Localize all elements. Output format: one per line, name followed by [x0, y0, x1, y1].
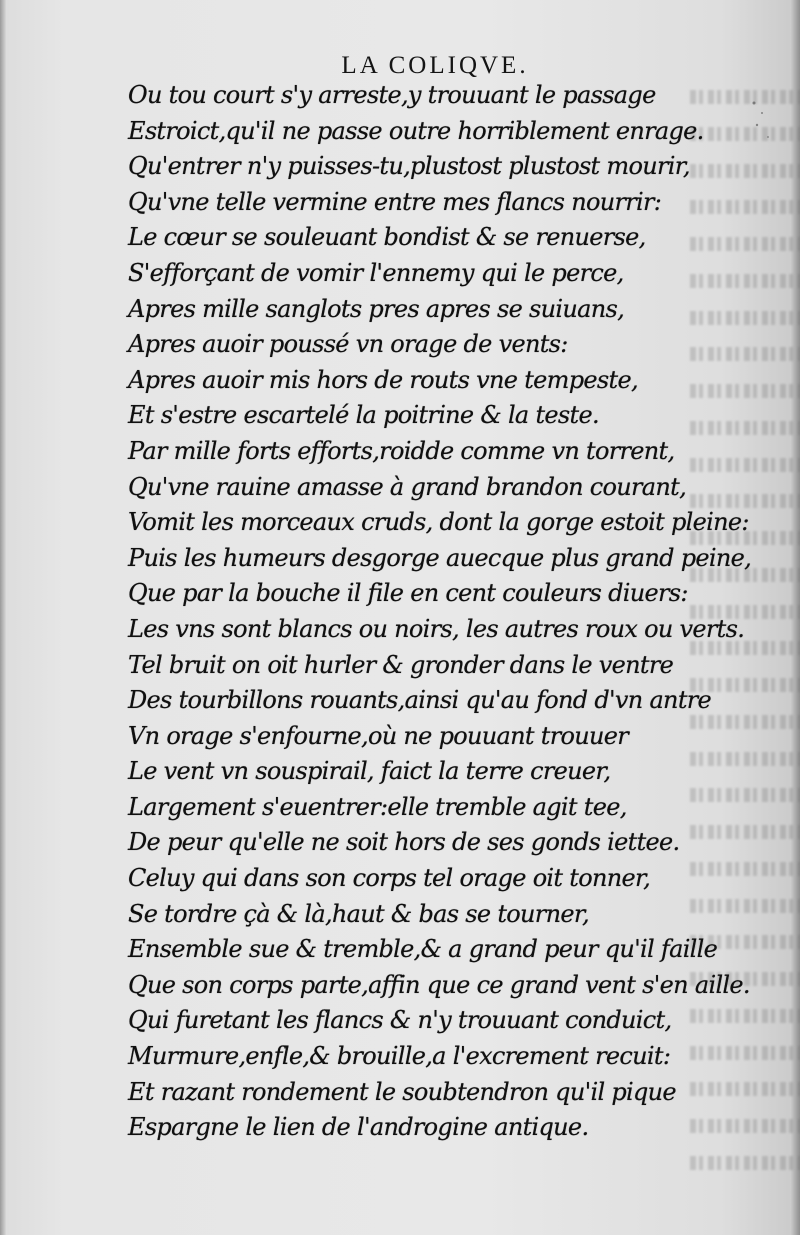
verse-line: Le vent vn souspirail, faict la terre creuer,	[128, 757, 611, 786]
verse-line: S'efforçant de vomir l'ennemy qui le perce,	[128, 258, 624, 287]
verse-line: Ensemble sue & tremble,& a grand peur qu'il faille	[128, 935, 718, 964]
verse-line: Qu'entrer n'y puisses-tu,plustost plustost mourir,	[128, 152, 690, 181]
verse-line: Espargne le lien de l'androgine antique.	[128, 1113, 589, 1142]
verse-line: Puis les humeurs desgorge auecque plus grand peine,	[128, 543, 752, 572]
verse-line: Vn orage s'enfourne,où ne pouuant trouuer	[128, 721, 629, 750]
verse-line: Par mille forts efforts,roidde comme vn torrent,	[128, 436, 675, 465]
verse-line: Apres mille sanglots pres apres se suiuans,	[128, 294, 625, 323]
margin-specks	[748, 95, 778, 155]
verse-line: Des tourbillons rouants,ainsi qu'au fond d'vn antre	[128, 686, 712, 715]
verse-line: Se tordre çà & là,haut & bas se tourner,	[128, 899, 589, 928]
verse-line: Apres auoir poussé vn orage de vents:	[128, 330, 568, 359]
verse-line: Qu'vne telle vermine entre mes flancs nourrir:	[128, 187, 662, 216]
verse-line: Les vns sont blancs ou noirs, les autres roux ou verts.	[128, 614, 745, 643]
verse-line: Qu'vne rauine amasse à grand brandon courant,	[128, 472, 687, 501]
verse-line: Que par la bouche il file en cent couleurs diuers:	[128, 579, 688, 608]
verse-line: Et razant rondement le soubtendron qu'il pique	[128, 1077, 676, 1106]
page-gutter-shadow	[0, 0, 6, 1235]
verse-line: Celuy qui dans son corps tel orage oit tonner,	[128, 864, 651, 893]
verse-line: De peur qu'elle ne soit hors de ses gonds iettee.	[128, 828, 680, 857]
verse-line: Le cœur se souleuant bondist & se renuerse,	[128, 223, 646, 252]
verse-line: Ou tou court s'y arreste,y trouuant le passage	[128, 81, 656, 109]
verse-line: Apres auoir mis hors de routs vne tempeste,	[128, 365, 638, 394]
verse-line: Et s'estre escartelé la poitrine & la teste.	[128, 401, 599, 430]
running-head: LA COLIQVE.	[341, 52, 529, 79]
verse-text	[128, 78, 752, 1146]
verse-line: Vomit les morceaux cruds, dont la gorge estoit pleine:	[128, 508, 749, 537]
verse-line: Estroict,qu'il ne passe outre horriblement enrage.	[128, 116, 704, 145]
verse-line: Qui furetant les flancs & n'y trouuant conduict,	[128, 1006, 672, 1035]
verse-line: Largement s'euentrer:elle tremble agit tee,	[128, 792, 627, 821]
verse-line: Tel bruit on oit hurler & gronder dans le ventre	[128, 650, 674, 679]
verse-line: Que son corps parte,affin que ce grand vent s'en aille.	[128, 970, 750, 999]
verse-line: Murmure,enfle,& brouille,a l'excrement recuit:	[128, 1042, 671, 1071]
